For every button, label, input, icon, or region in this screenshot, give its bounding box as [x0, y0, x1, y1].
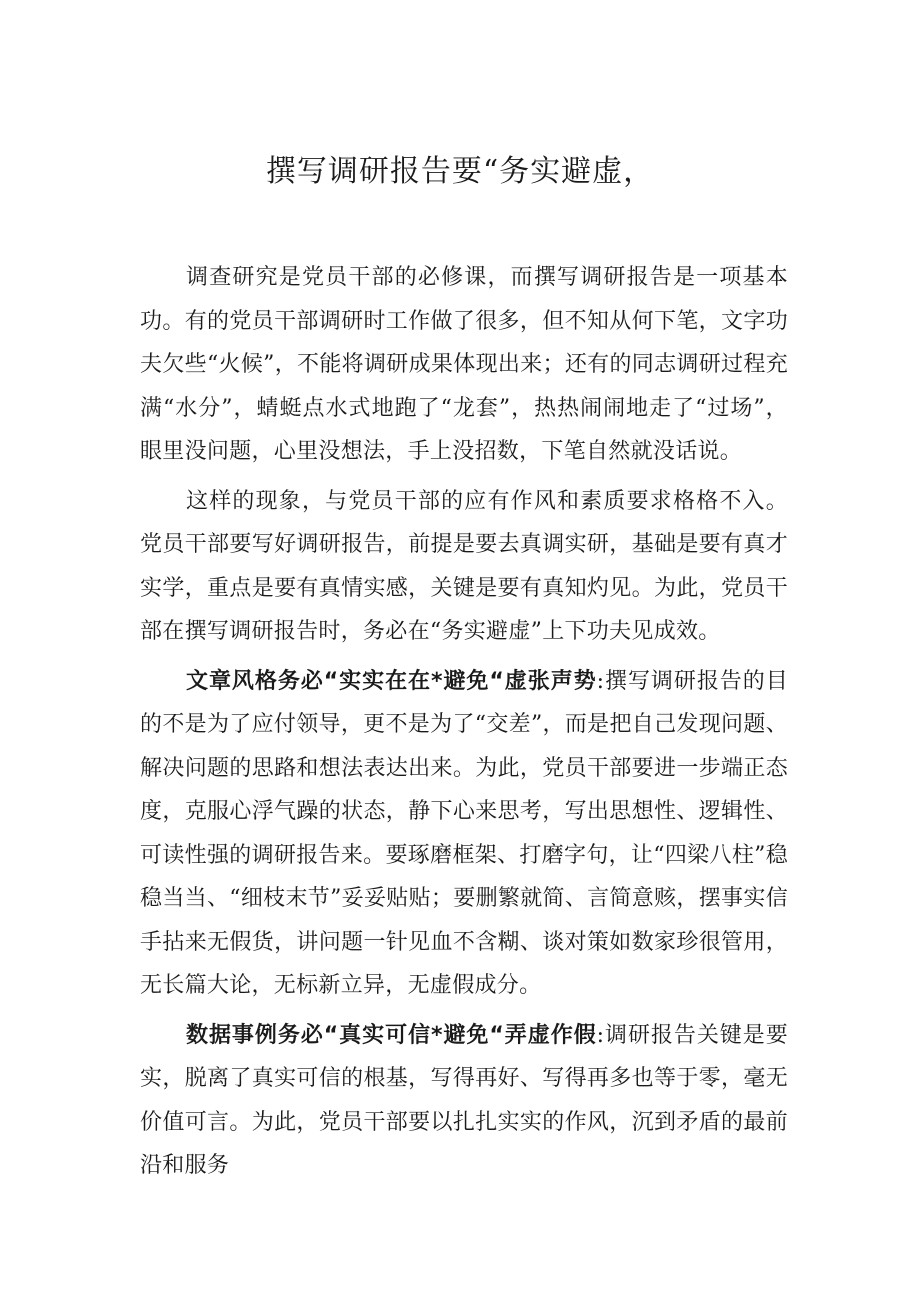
document-title: 撰写调研报告要“务实避虚，: [265, 154, 655, 189]
document-body: [140, 256, 788, 1194]
paragraph-lead-heading: 数据事例务必“真实可信*避免“弄虚作假: [186, 1022, 597, 1048]
paragraph-intro: [140, 256, 788, 474]
paragraph-text: 这样的现象，与党员干部的应有作风和素质要求格格不入。党员干部要写好调研报告，前提是要去真调实研，基础是要有真才实学，重点是要有真情实感，关键是要有真知灼见。为此，党员干部在撰写调研报告时，务必在“务实避虚”上下功夫见成效。: [140, 488, 788, 644]
paragraph-text: :撰写调研报告的目的不是为了应付领导，更不是为了“交差”，而是把自己发现问题、解决问题的思路和想法表达出来。为此，党员干部要进一步端正态度，克服心浮气躁的状态，静下心来思考，写出思想性、逻辑性、可读性强的调研报告来。要琢磨框架、打磨字句，让“四梁八柱”稳稳当当、“细枝末节”妥妥贴贴；要删繁就简、言简意赅，摆事实信手拈来无假货，讲问题一针见血不含糊、谈对策如数家珍很管用，无长篇大论，无标新立异，无虚假成分。: [140, 668, 788, 998]
paragraph-context: [140, 480, 788, 654]
paragraph-lead-heading: 文章风格务必“实实在在*避免“虚张声势: [186, 668, 597, 694]
paragraph-data-examples: [140, 1014, 788, 1188]
paragraph-article-style: [140, 660, 788, 1008]
paragraph-text: :调研报告关键是要实，脱离了真实可信的根基，写得再好、写得再多也等于零，毫无价值可言。为此，党员干部要以扎扎实实的作风，沉到矛盾的最前沿和服务: [140, 1022, 788, 1178]
paragraph-text: 调查研究是党员干部的必修课，而撰写调研报告是一项基本功。有的党员干部调研时工作做了很多，但不知从何下笔，文字功夫欠些“火候”，不能将调研成果体现出来；还有的同志调研过程充满“水分”，蜻蜓点水式地跑了“龙套”，热热闹闹地走了“过场”，眼里没问题，心里没想法，手上没招数，下笔自然就没话说。: [140, 265, 788, 464]
